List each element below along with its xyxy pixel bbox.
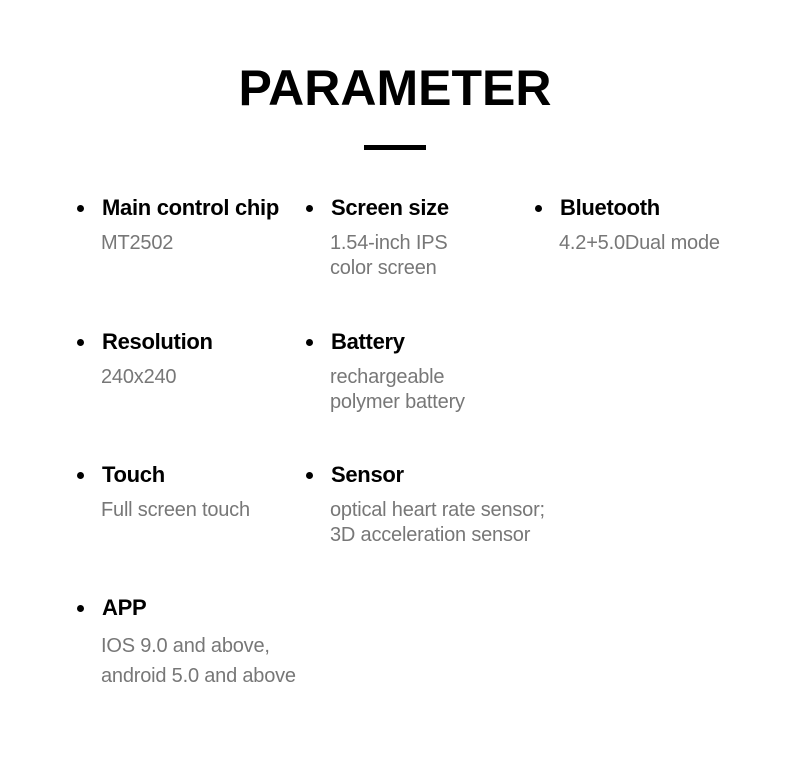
bullet-icon — [77, 339, 84, 346]
param-value-line: polymer battery — [330, 391, 465, 413]
param-value — [101, 365, 176, 390]
bullet-icon — [77, 605, 84, 612]
bullet-icon — [77, 472, 84, 479]
bullet-icon — [306, 472, 313, 479]
param-value-line: 1.54-inch IPS — [330, 232, 448, 254]
param-label: Resolution — [102, 329, 213, 354]
param-label: Touch — [102, 462, 165, 487]
param-label: APP — [102, 595, 147, 620]
bullet-icon — [306, 205, 313, 212]
param-value-line: MT2502 — [101, 232, 174, 254]
page-title: PARAMETER — [238, 60, 552, 116]
param-value — [330, 498, 545, 548]
param-value-line: Full screen touch — [101, 499, 250, 521]
param-value-line: 4.2+5.0Dual mode — [559, 232, 720, 254]
param-value-line: 240x240 — [101, 366, 177, 388]
param-value-line: android 5.0 and above — [101, 665, 296, 687]
bullet-icon — [77, 205, 84, 212]
bullet-icon — [306, 339, 313, 346]
param-value — [559, 231, 720, 256]
param-label: Sensor — [331, 462, 404, 487]
param-value-line: IOS 9.0 and above, — [101, 635, 270, 657]
param-value — [101, 631, 296, 691]
param-value-line: rechargeable — [330, 366, 445, 388]
bullet-icon — [535, 205, 542, 212]
param-value-line: 3D acceleration sensor — [330, 524, 531, 546]
param-value — [101, 498, 250, 523]
param-label: Bluetooth — [560, 195, 660, 220]
param-value — [330, 231, 447, 281]
param-label: Battery — [331, 329, 405, 354]
param-value — [101, 231, 173, 256]
param-label: Main control chip — [102, 195, 280, 220]
param-value-line: color screen — [330, 257, 437, 279]
title-underline — [364, 145, 426, 150]
param-label: Screen size — [331, 195, 449, 220]
param-value — [330, 365, 465, 415]
param-value-line: optical heart rate sensor; — [330, 499, 545, 521]
